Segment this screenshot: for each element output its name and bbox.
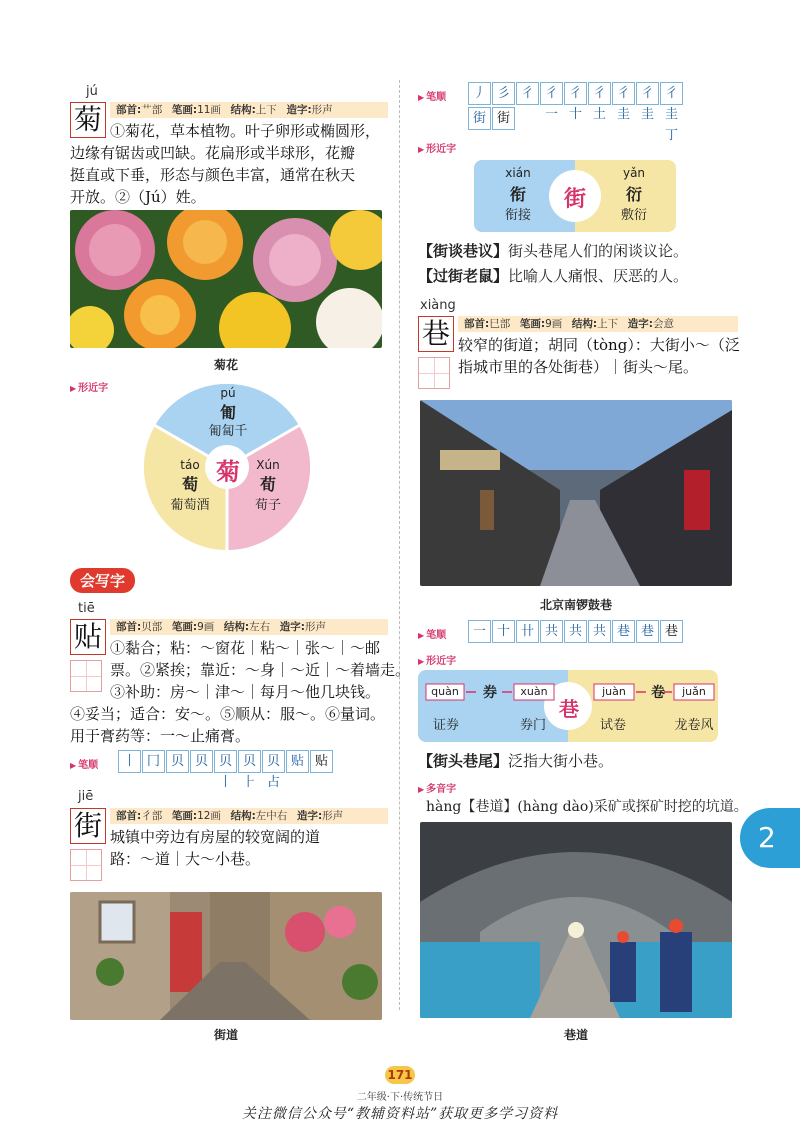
ju-def-line1: ①菊花，草本植物。叶子卵形或椭圆形， [110, 122, 381, 140]
jie-similar-left-char: 衔 [509, 185, 526, 204]
stroke-cell: 街 [492, 107, 515, 130]
jie-similar-left-pinyin: xián [505, 166, 531, 180]
tie-char-box: 贴 [70, 619, 106, 655]
xiang-strokes-label: ▶ 笔顺 [418, 626, 446, 641]
xiang-similar-label: ▶ 形近字 [418, 652, 456, 667]
tie-def-line1: ①黏合；粘：～窗花｜粘～｜张～｜～邮 [110, 639, 381, 657]
stroke-cell: 巷 [636, 620, 659, 643]
tie-def-line5: 用于膏药等：一～止痛膏。 [70, 727, 251, 745]
stroke-cell: 贴 [286, 750, 309, 773]
section-badge-writing: 会写字 [70, 568, 135, 593]
stroke-cell: 彳圭 [636, 82, 659, 105]
pie-right-char: 荀 [259, 475, 276, 494]
tie-info-bar: 部首:贝部 笔画:9画 结构:左右 造字:形声 [110, 619, 388, 635]
stroke-cell: 彳圭丁 [660, 82, 683, 105]
stroke-cell: 彳圭 [612, 82, 635, 105]
xiang-practice-grid [418, 357, 450, 389]
xiang-r1-word: 试卷 [599, 718, 626, 733]
tie-def-line2: 票。②紧挨；靠近：～身｜～近｜～着墙走。 [110, 661, 411, 679]
xiang-pinyin: xiàng [420, 298, 456, 313]
jie-similar-right-pinyin: yǎn [622, 166, 646, 180]
stroke-cell: 巷 [612, 620, 635, 643]
idiom-jietan-xiangyi: 【街谈巷议】街头巷尾人们的闲谈议论。 [418, 242, 689, 260]
nanluoguxiang-caption: 北京南锣鼓巷 [539, 598, 612, 612]
footer-subtitle: 二年级·下·传统节日 [356, 1092, 444, 1103]
stroke-cell: 彡 [492, 82, 515, 105]
stroke-cell: 丨 [118, 750, 141, 773]
tie-practice-grid [70, 660, 102, 692]
ju-def-line3: 挺直或下垂，形态与颜色丰富，通常在秋天 [70, 166, 356, 184]
xiang-r-char: 卷 [651, 685, 665, 701]
stroke-cell: 冂 [142, 750, 165, 773]
tunnel-caption: 巷道 [563, 1028, 588, 1042]
pie-top-pinyin: pú [220, 386, 236, 400]
stroke-cell: 街 [468, 107, 491, 130]
column-divider [399, 80, 400, 1010]
xiang-info-bar: 部首:巳部 笔画:9画 结构:上下 造字:会意 [458, 316, 738, 332]
xiang-stroke-order [468, 620, 684, 643]
xiang-l-char: 券 [483, 685, 497, 701]
xiang-char-box: 巷 [418, 316, 454, 352]
xiang-def-line2: 指城市里的各处街巷）｜街头～尾。 [458, 358, 699, 376]
pie-right-pinyin: Xún [256, 458, 280, 472]
pie-left-pinyin: táo [180, 458, 200, 472]
tie-strokes-label: ▶ 笔顺 [70, 756, 98, 771]
ju-similar-label: ▶ 形近字 [70, 379, 108, 394]
stroke-cell: 共 [540, 620, 563, 643]
idiom-guojie-laoshu: 【过街老鼠】比喻人人痛恨、厌恶的人。 [418, 267, 689, 285]
unit-number-tab: 2 [740, 808, 800, 868]
jie-char-box: 街 [70, 808, 106, 844]
chrysanthemum-photo [70, 210, 382, 348]
ju-char-box: 菊 [70, 102, 106, 138]
jie-def-line1: 城镇中旁边有房屋的较宽阔的道 [110, 828, 321, 846]
pie-right-word: 荀子 [254, 498, 281, 513]
stroke-cell: 贴 [310, 750, 333, 773]
stroke-cell: 贝 [166, 750, 189, 773]
xiang-l2-word: 券门 [519, 718, 546, 733]
stroke-cell: 贝⺊ [238, 750, 261, 773]
jie-similar-center: 街 [563, 186, 586, 212]
polyphone-text: hàng【巷道】(hàng dào)采矿或探矿时挖的坑道。 [426, 799, 748, 815]
jie-similar-left-word: 衔接 [504, 208, 531, 223]
stroke-cell: 彳十 [564, 82, 587, 105]
jie-stroke-order-row1 [468, 82, 684, 143]
tie-pinyin: tiē [78, 601, 95, 616]
stroke-cell: 巷 [660, 620, 683, 643]
jie-similar-right-word: 敷衍 [620, 208, 647, 223]
jie-def-line2: 路：～道｜大～小巷。 [110, 850, 261, 868]
tie-stroke-order [118, 750, 334, 790]
jie-similar-right-char: 衍 [625, 185, 642, 204]
ju-info-bar: 部首:艹部 笔画:11画 结构:上下 造字:形声 [110, 102, 388, 118]
tie-def-line4: ④妥当；适合：安～。⑤顺从：服～。⑥量词。 [70, 705, 386, 723]
jie-info-bar: 部首:彳部 笔画:12画 结构:左中右 造字:形声 [110, 808, 388, 824]
pie-left-word: 葡萄酒 [170, 498, 210, 513]
jie-pinyin: jiē [78, 789, 94, 804]
xiang-similar-center: 巷 [559, 697, 579, 721]
xiang-l2-pinyin: xuàn [520, 685, 548, 698]
nanluoguxiang-photo [420, 400, 732, 586]
jie-stroke-order-row2 [468, 107, 516, 130]
xiang-def-line1: 较窄的街道；胡同（tòng）：大街小～（泛 [458, 336, 740, 354]
stroke-cell: 共 [588, 620, 611, 643]
pie-top-word: 匍匐千 [208, 424, 248, 439]
pie-left-char: 萄 [181, 475, 198, 494]
page-number: 171 [385, 1066, 415, 1084]
ju-def-line2: 边缘有锯齿或凹缺。花扁形或半球形，花瓣 [70, 144, 356, 162]
jie-practice-grid [70, 849, 102, 881]
tunnel-photo [420, 822, 732, 1018]
stroke-cell: 卄 [516, 620, 539, 643]
ju-def-line4: 开放。②（Jú）姓。 [70, 188, 206, 206]
xiang-r2-pinyin: juǎn [682, 685, 706, 698]
stroke-cell: 一 [468, 620, 491, 643]
stroke-cell: 贝丨 [214, 750, 237, 773]
xiang-r1-pinyin: juàn [602, 685, 626, 698]
stroke-cell: 丿 [468, 82, 491, 105]
stroke-cell: 贝 [190, 750, 213, 773]
stroke-cell: 彳 [516, 82, 539, 105]
ju-pie-center: 菊 [216, 457, 240, 486]
street-photo [70, 892, 382, 1020]
polyphone-label: ▶ 多音字 [418, 780, 456, 795]
ju-pinyin: jú [86, 84, 98, 99]
stroke-cell: 十 [492, 620, 515, 643]
footer-promo: 关注微信公众号“教辅资料站”获取更多学习资料 [241, 1106, 559, 1122]
jie-strokes-label: ▶ 笔顺 [418, 88, 446, 103]
stroke-cell: 彳土 [588, 82, 611, 105]
pie-top-char: 匍 [219, 403, 236, 422]
stroke-cell: 彳一 [540, 82, 563, 105]
stroke-cell: 共 [564, 620, 587, 643]
street-caption: 街道 [213, 1028, 238, 1042]
chrysanthemum-caption: 菊花 [213, 358, 238, 372]
xiang-l1-pinyin: quàn [431, 685, 459, 698]
jie-similar-label: ▶ 形近字 [418, 140, 456, 155]
tie-def-line3: ③补助：房～｜津～｜每月～他几块钱。 [110, 683, 381, 701]
idiom-jietou-xiangwei: 【街头巷尾】泛指大街小巷。 [418, 752, 614, 770]
xiang-l1-word: 证券 [432, 718, 459, 733]
xiang-r2-word: 龙卷风 [674, 718, 714, 733]
stroke-cell: 贝占 [262, 750, 285, 773]
